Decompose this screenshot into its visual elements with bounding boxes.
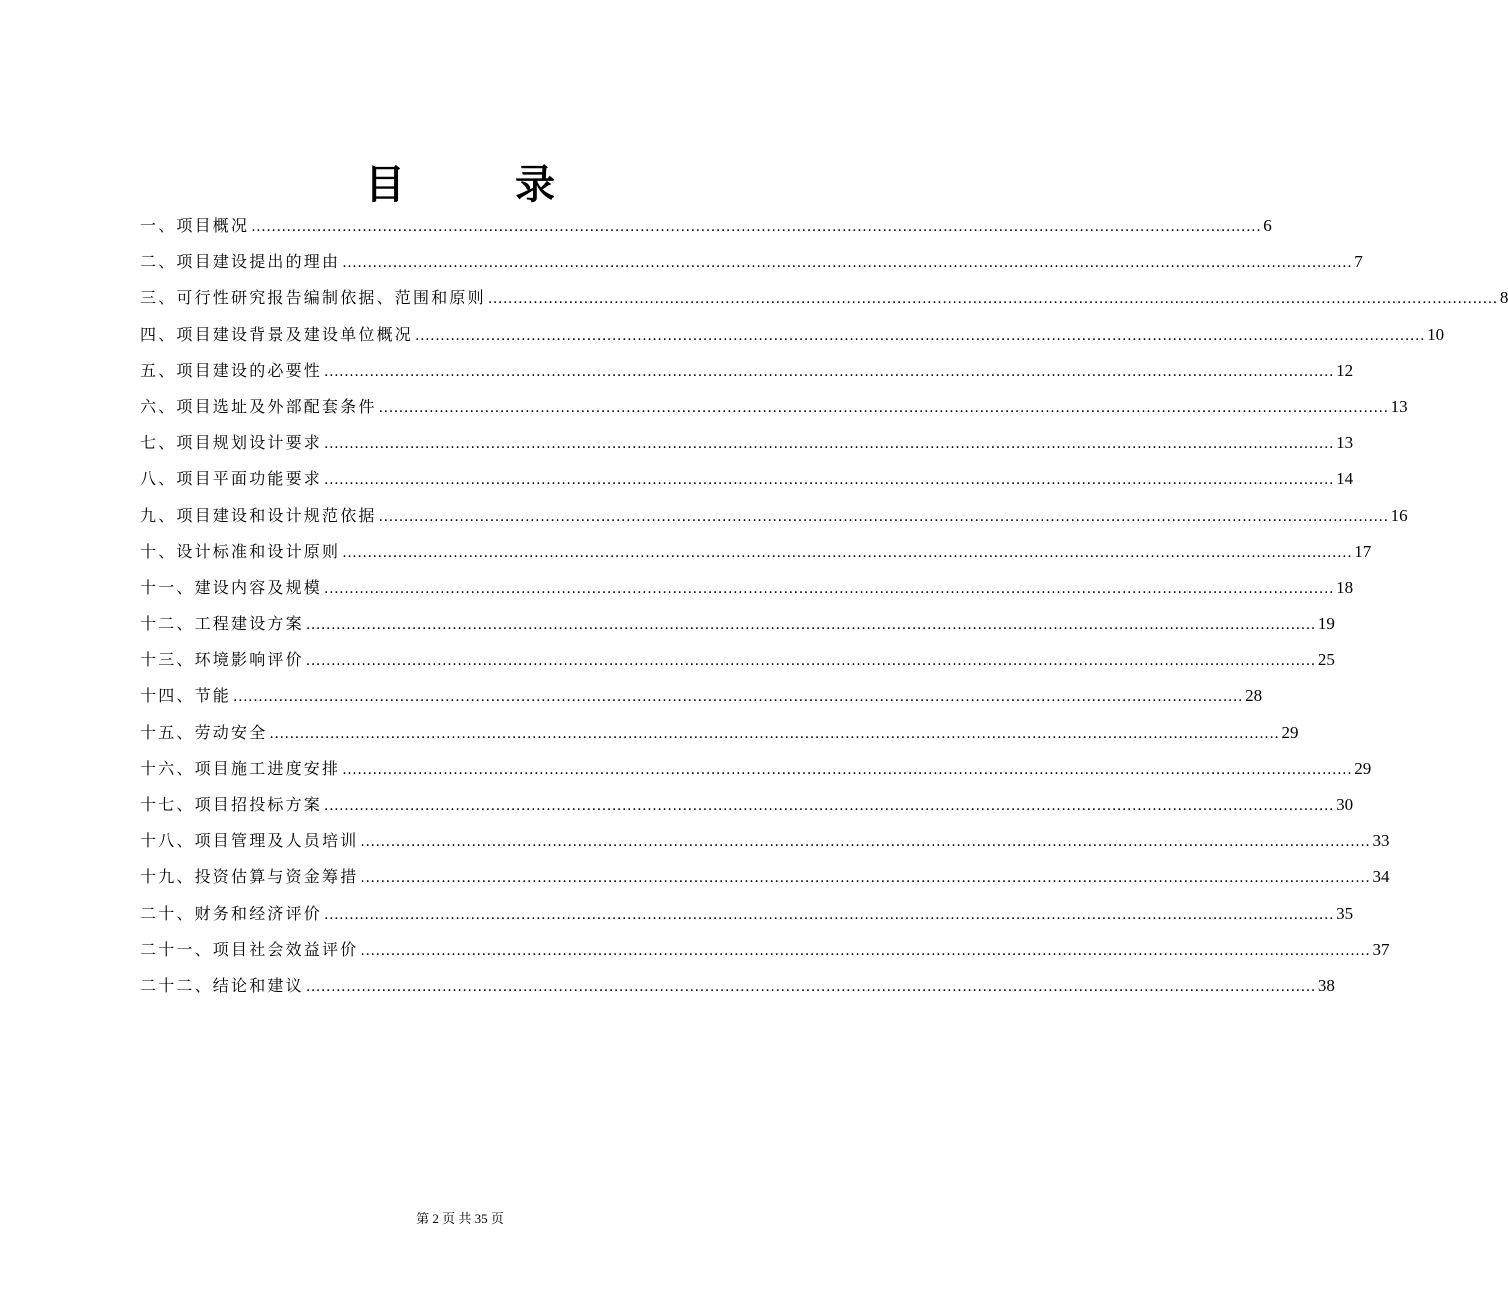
toc-entry[interactable]: [140, 606, 1335, 642]
toc-page-number: 25: [1317, 650, 1335, 670]
toc-dot-leader: ........................................................................................................................................................................................................: [415, 327, 1426, 344]
toc-entry-label: 十三、环境影响评价: [140, 650, 304, 670]
toc-entry[interactable]: [140, 389, 1408, 425]
toc-page-number: 38: [1317, 975, 1335, 995]
toc-entry-label: 十五、劳动安全: [140, 722, 268, 742]
page-footer: 第 2 页 共 35 页: [416, 1211, 504, 1226]
toc-entry[interactable]: [140, 896, 1354, 932]
toc-dot-leader: ........................................................................................................................................................................................................: [487, 291, 1498, 308]
toc-entry-label: 十六、项目施工进度安排: [140, 758, 341, 778]
toc-dot-leader: ........................................................................................................................................................................................................: [342, 255, 1353, 272]
toc-dot-leader: ........................................................................................................................................................................................................: [251, 219, 1262, 235]
toc-page-number: 30: [1336, 795, 1354, 814]
toc-dot-leader: ........................................................................................................................................................................................................: [342, 544, 1353, 561]
toc-dot-leader: ........................................................................................................................................................................................................: [324, 580, 1335, 597]
toc-page-number: 13: [1390, 396, 1408, 416]
toc-entry[interactable]: [140, 498, 1408, 534]
toc-entry-label: 十四、节能: [140, 686, 232, 706]
toc-entry-label: 三、可行性研究报告编制依据、范围和原则: [140, 288, 486, 308]
toc-entry[interactable]: [140, 823, 1390, 859]
toc-dot-leader: ........................................................................................................................................................................................................: [342, 761, 1353, 778]
toc-dot-leader: ........................................................................................................................................................................................................: [324, 906, 1335, 923]
toc-entry[interactable]: [140, 715, 1299, 751]
toc-entry[interactable]: [140, 859, 1390, 895]
toc-entry[interactable]: [140, 570, 1354, 606]
toc-page-number: 13: [1336, 433, 1354, 453]
toc-page-number: 7: [1354, 252, 1363, 272]
toc-entry[interactable]: [140, 244, 1363, 280]
toc-dot-leader: ........................................................................................................................................................................................................: [324, 436, 1335, 453]
toc-entry[interactable]: [140, 353, 1354, 389]
toc-entry-label: 一、项目概况: [140, 216, 250, 235]
toc-page-number: 29: [1281, 722, 1299, 742]
toc-page-number: 10: [1427, 324, 1445, 344]
toc-page-number: 6: [1263, 216, 1272, 235]
toc-entry-label: 二十二、结论和建议: [140, 975, 304, 995]
toc-entry[interactable]: [140, 968, 1335, 1004]
toc-dot-leader: ........................................................................................................................................................................................................: [360, 834, 1371, 851]
toc-page-number: 37: [1372, 939, 1390, 959]
toc-entry-label: 十、设计标准和设计原则: [140, 541, 341, 561]
toc-entry[interactable]: [140, 534, 1372, 570]
toc-entry[interactable]: [140, 678, 1263, 714]
toc-page-number: 17: [1354, 541, 1372, 561]
toc-entry-label: 七、项目规划设计要求: [140, 433, 323, 453]
toc-entry-label: 十二、工程建设方案: [140, 614, 304, 634]
toc-entry-label: 六、项目选址及外部配套条件: [140, 396, 377, 416]
toc-entry-label: 十八、项目管理及人员培训: [140, 831, 359, 851]
toc-entry-label: 十九、投资估算与资金筹措: [140, 867, 359, 887]
toc-entry-label: 九、项目建设和设计规范依据: [140, 505, 377, 525]
toc-page-number: 19: [1317, 614, 1335, 634]
toc-entry-label: 二十一、项目社会效益评价: [140, 939, 359, 959]
toc-dot-leader: ........................................................................................................................................................................................................: [305, 617, 1316, 634]
toc-entry[interactable]: [140, 642, 1335, 678]
toc-entry-label: 五、项目建设的必要性: [140, 360, 323, 380]
toc-entry[interactable]: [140, 751, 1372, 787]
toc-page-number: 18: [1336, 577, 1354, 597]
toc-page-number: 35: [1336, 903, 1354, 923]
toc-page-number: 28: [1245, 686, 1263, 706]
toc-entry-label: 十七、项目招投标方案: [140, 795, 323, 814]
toc-dot-leader: ........................................................................................................................................................................................................: [233, 689, 1244, 706]
toc-entry-label: 十一、建设内容及规模: [140, 577, 323, 597]
toc-page-number: 12: [1336, 360, 1354, 380]
toc-dot-leader: ........................................................................................................................................................................................................: [360, 870, 1371, 887]
toc-entry[interactable]: [140, 932, 1390, 968]
toc-dot-leader: ........................................................................................................................................................................................................: [269, 725, 1280, 742]
toc-entry[interactable]: [140, 208, 1272, 244]
toc-dot-leader: ........................................................................................................................................................................................................: [324, 472, 1335, 489]
toc-entry-label: 四、项目建设背景及建设单位概况: [140, 324, 414, 344]
toc-entry[interactable]: [140, 317, 1445, 353]
toc-entry[interactable]: [140, 425, 1354, 461]
toc-dot-leader: ........................................................................................................................................................................................................: [305, 653, 1316, 670]
toc-page-number: 16: [1390, 505, 1408, 525]
toc-entry[interactable]: [140, 461, 1354, 497]
toc-page-number: 8: [1499, 288, 1508, 308]
toc-entry-label: 二十、财务和经济评价: [140, 903, 323, 923]
toc-page-number: 33: [1372, 831, 1390, 851]
toc-entry-label: 八、项目平面功能要求: [140, 469, 323, 489]
toc-dot-leader: ........................................................................................................................................................................................................: [324, 363, 1335, 380]
toc-dot-leader: ........................................................................................................................................................................................................: [305, 978, 1316, 995]
toc-entry[interactable]: [140, 280, 1508, 316]
toc-dot-leader: ........................................................................................................................................................................................................: [360, 942, 1371, 959]
toc-entry[interactable]: [140, 787, 1354, 823]
page-title: 目 录: [365, 161, 603, 208]
toc-dot-leader: ........................................................................................................................................................................................................: [378, 399, 1389, 416]
table-of-contents: [140, 208, 1508, 1004]
toc-page-number: 34: [1372, 867, 1390, 887]
toc-entry-label: 二、项目建设提出的理由: [140, 252, 341, 272]
toc-page-number: 29: [1354, 758, 1372, 778]
toc-page-number: 14: [1336, 469, 1354, 489]
toc-dot-leader: ........................................................................................................................................................................................................: [378, 508, 1389, 525]
toc-dot-leader: ........................................................................................................................................................................................................: [324, 798, 1335, 814]
